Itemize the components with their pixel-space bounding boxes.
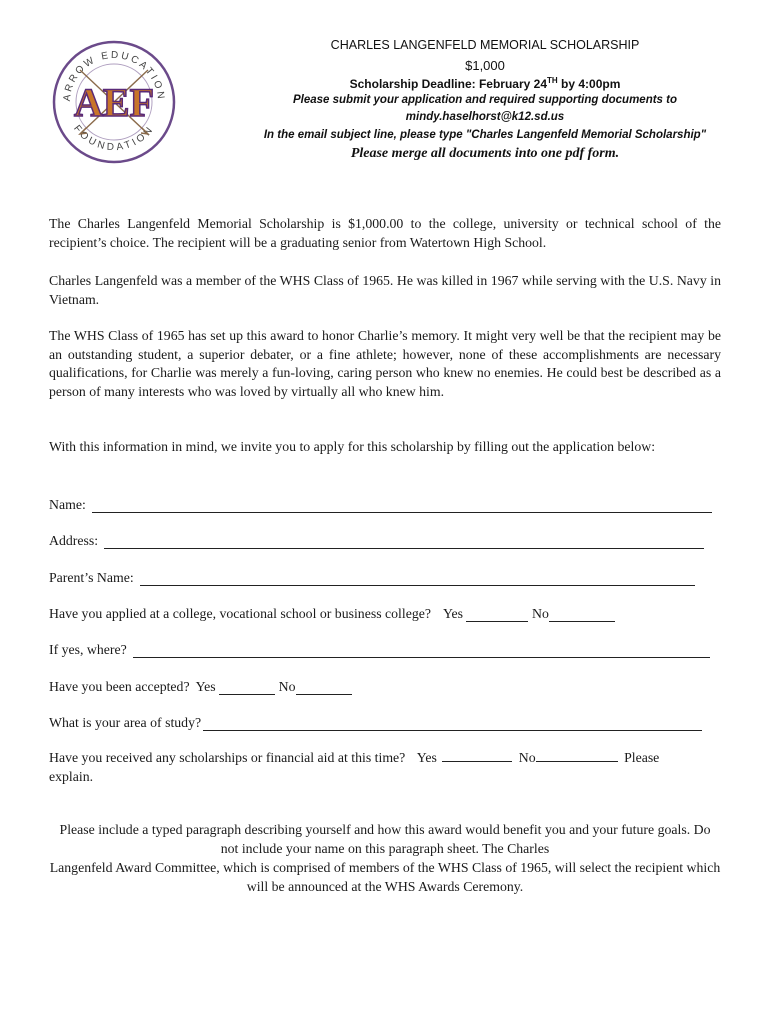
- name-input-line[interactable]: [92, 498, 712, 513]
- applied-no-label: No: [532, 606, 549, 621]
- closing-line-2: Langenfeld Award Committee, which is comprised of members of the WHS Class of 1965, will select the recipient which will be announced at the WHS Awards Ceremony.: [49, 860, 721, 894]
- study-input-line[interactable]: [203, 716, 702, 731]
- parent-name-input-line[interactable]: [140, 571, 695, 586]
- intro-paragraph: The Charles Langenfeld Memorial Scholarship is $1,000.00 to the college, university or technical school of the recipient’s choice. The recipient will be a graduating senior from Watertown High School.: [49, 216, 721, 250]
- memorial-paragraph: The WHS Class of 1965 has set up this award to honor Charlie’s memory. It might very well be that the recipient may be an outstanding student, a superior debater, or a fine athlete; however, none of these accomplishments are necessary qualifications, for Charlie was merely a fun-loving, caring person who knew no enemies. He could best be described as a person of many interests who was loved by virtually all who knew him.: [49, 328, 721, 399]
- where-label: If yes, where?: [49, 642, 127, 657]
- accepted-label: Have you been accepted?: [49, 679, 190, 694]
- accepted-yes-line[interactable]: [219, 680, 275, 695]
- name-field: [49, 493, 712, 513]
- aid-no-label: No: [518, 750, 536, 765]
- aid-label: Have you received any scholarships or financial aid at this time?: [49, 750, 406, 765]
- applied-no-line[interactable]: [549, 607, 615, 622]
- aef-logo: [52, 40, 176, 164]
- merge-instruction: Please merge all documents into one pdf form.: [350, 146, 620, 161]
- address-field: [49, 529, 704, 549]
- accepted-yes-label: Yes: [195, 679, 216, 694]
- logo-bottom-text: FOUNDATION: [71, 123, 157, 154]
- name-label: Name:: [49, 497, 86, 512]
- history-paragraph: Charles Langenfeld was a member of the WHS Class of 1965. He was killed in 1967 while serving with the U.S. Navy in Vietnam.: [49, 273, 721, 307]
- contact-email[interactable]: mindy.haselhorst@k12.sd.us: [405, 111, 565, 123]
- aid-yes-label: Yes: [416, 750, 437, 765]
- deadline-sup: TH: [547, 76, 558, 85]
- address-input-line[interactable]: [104, 534, 704, 549]
- deadline-line: [250, 76, 720, 91]
- deadline-suffix: by 4:00pm: [557, 77, 621, 91]
- accepted-no-line[interactable]: [296, 680, 352, 695]
- accepted-field: [49, 675, 389, 695]
- address-label: Address:: [49, 533, 99, 548]
- parent-name-field: [49, 566, 695, 586]
- where-field: [49, 638, 710, 658]
- closing-line-1: Please include a typed paragraph describing yourself and how this award would benefit you and your future goals. Do not include your name on this paragraph sheet. The Charles: [59, 822, 711, 856]
- applied-yes-line[interactable]: [466, 607, 528, 622]
- submit-instruction: Please submit your application and required supporting documents to: [292, 94, 678, 106]
- financial-aid-field: [49, 747, 721, 786]
- accepted-no-label: No: [278, 679, 296, 694]
- applied-label: Have you applied at a college, vocational school or business college?: [49, 606, 431, 621]
- explain-label-2: explain.: [49, 769, 94, 784]
- explain-label-1: Please: [624, 750, 660, 765]
- invitation-paragraph: With this information in mind, we invite you to apply for this scholarship by filling out the application below:: [49, 439, 656, 454]
- parent-name-label: Parent’s Name:: [49, 570, 134, 585]
- aid-yes-line[interactable]: [442, 747, 512, 762]
- study-field: [49, 711, 702, 731]
- scholarship-title: CHARLES LANGENFELD MEMORIAL SCHOLARSHIP: [330, 38, 640, 52]
- applied-yes-label: Yes: [442, 606, 464, 621]
- study-label: What is your area of study?: [49, 715, 202, 730]
- logo-top-text: ARROW EDUCATION: [61, 49, 167, 102]
- scholarship-amount: $1,000: [465, 58, 505, 73]
- closing-instructions: [49, 820, 721, 896]
- applied-field: [49, 602, 679, 622]
- aid-no-line[interactable]: [536, 747, 618, 762]
- deadline-prefix: Scholarship Deadline: February 24: [349, 77, 548, 91]
- subject-instruction: In the email subject line, please type "Charles Langenfeld Memorial Scholarship": [263, 129, 707, 141]
- logo-initials: AEF: [74, 80, 154, 125]
- where-input-line[interactable]: [133, 643, 710, 658]
